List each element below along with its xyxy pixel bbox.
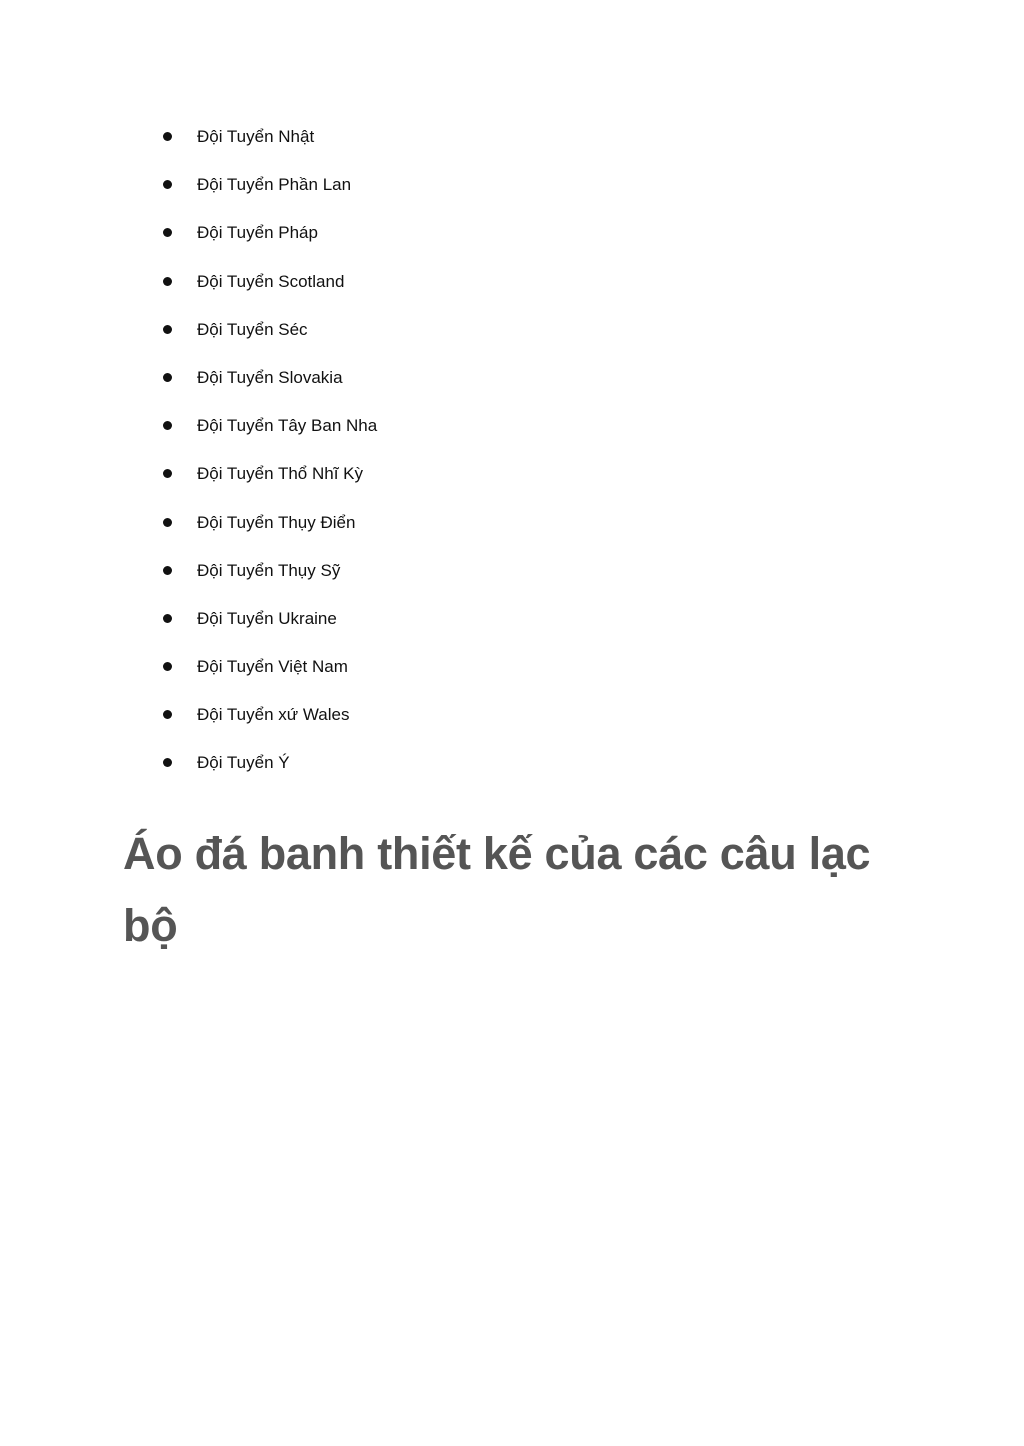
team-label: Đội Tuyển Pháp bbox=[197, 223, 318, 243]
list-item bbox=[160, 458, 860, 506]
bullet-icon bbox=[163, 566, 172, 575]
list-item bbox=[160, 217, 860, 265]
bullet-icon bbox=[163, 710, 172, 719]
bullet-icon bbox=[163, 132, 172, 141]
bullet-icon bbox=[163, 758, 172, 767]
team-label: Đội Tuyển Slovakia bbox=[197, 367, 343, 387]
team-label: Đội Tuyển xứ Wales bbox=[197, 705, 350, 725]
list-item bbox=[160, 266, 860, 314]
team-list bbox=[160, 121, 860, 796]
bullet-icon bbox=[163, 469, 172, 478]
bullet-icon bbox=[163, 325, 172, 334]
team-label: Đội Tuyển Thụy Điển bbox=[197, 512, 356, 532]
list-item bbox=[160, 314, 860, 362]
list-item bbox=[160, 121, 860, 169]
bullet-icon bbox=[163, 662, 172, 671]
bullet-icon bbox=[163, 228, 172, 237]
list-item bbox=[160, 603, 860, 651]
list-item bbox=[160, 362, 860, 410]
bullet-icon bbox=[163, 373, 172, 382]
list-item bbox=[160, 507, 860, 555]
list-item bbox=[160, 169, 860, 217]
team-label: Đội Tuyển Ý bbox=[197, 753, 290, 773]
bullet-icon bbox=[163, 518, 172, 527]
list-item bbox=[160, 651, 860, 699]
bullet-icon bbox=[163, 180, 172, 189]
team-label: Đội Tuyển Ukraine bbox=[197, 608, 337, 628]
bullet-icon bbox=[163, 277, 172, 286]
team-label: Đội Tuyển Thụy Sỹ bbox=[197, 560, 341, 580]
team-label: Đội Tuyển Scotland bbox=[197, 271, 345, 291]
list-item bbox=[160, 555, 860, 603]
section-heading: Áo đá banh thiết kế của các câu lạc bộ bbox=[123, 828, 871, 951]
list-item bbox=[160, 747, 860, 795]
bullet-icon bbox=[163, 421, 172, 430]
bullet-icon bbox=[163, 614, 172, 623]
list-item bbox=[160, 699, 860, 747]
team-label: Đội Tuyển Séc bbox=[197, 319, 308, 339]
team-label: Đội Tuyển Nhật bbox=[197, 127, 315, 146]
team-label: Đội Tuyển Việt Nam bbox=[197, 657, 348, 677]
list-item bbox=[160, 410, 860, 458]
team-label: Đội Tuyển Thổ Nhĩ Kỳ bbox=[197, 464, 363, 484]
team-label: Đội Tuyển Tây Ban Nha bbox=[197, 416, 378, 436]
team-label: Đội Tuyển Phần Lan bbox=[197, 175, 352, 195]
